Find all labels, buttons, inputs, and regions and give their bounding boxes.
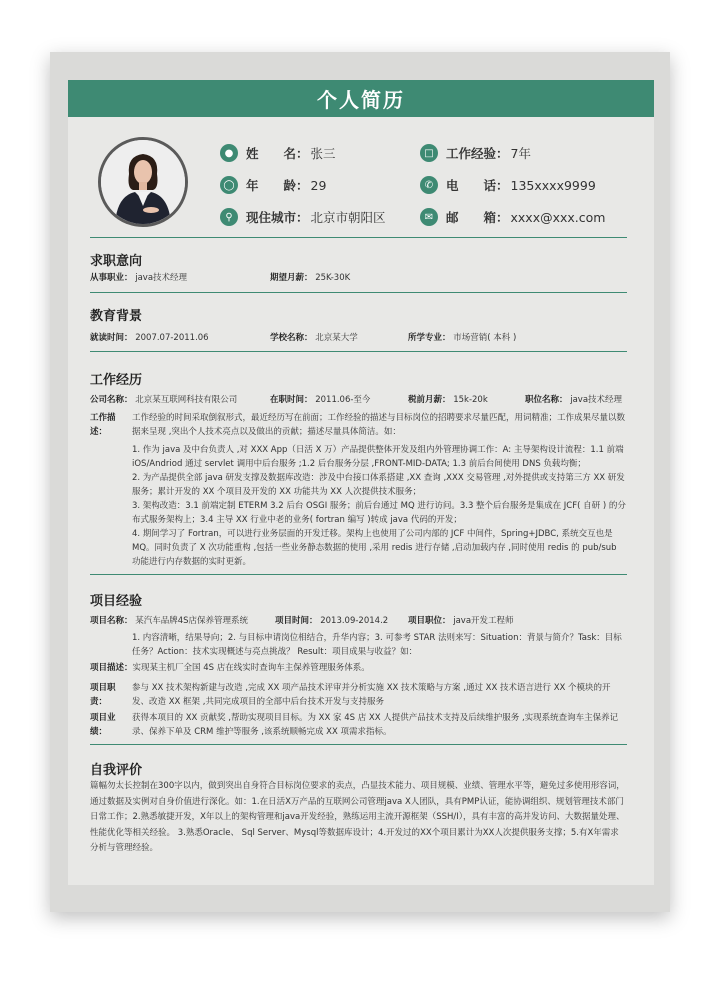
city-label: 现住城市： [246,210,309,225]
work-company-label: 公司名称： [90,395,133,405]
edu-school [270,331,358,343]
work-company [90,393,237,405]
section-title-self: 自我评价 [90,763,143,778]
work-salary-label: 税前月薪： [408,395,451,405]
location-icon: ⚲ [220,208,238,226]
work-desc-intro: 工作经验的时间采取倒叙形式，最近经历写在前面；工作经验的描述与目标岗位的招聘要求尽量匹配，用词精准；工作成果尽量以数据来呈现 ,突出个人技术亮点以及做出的贡献；描述尽量具体简洁。如： [132,413,626,437]
project-desc-label: 项目描述： [90,663,133,673]
divider [90,744,627,745]
age-value: 29 [310,177,327,193]
project-result: 获得本项目的 XX 贡献奖 ,帮助实现项目目标。为 XX 家 4S 店 XX 人提供产品技术支持及后续维护服务 ,实现系统查询车主保养记录、保养下单及 CRM 维护等服务 ,该系统顺畅完成 XX 项需求指标。 [132,713,619,737]
city-value: 北京市朝阳区 [310,210,386,225]
email-value: xxxx@xxx.com [510,209,606,225]
age-icon: ◯ [220,176,238,194]
intent-position [90,271,187,283]
edu-school-label: 学校名称： [270,333,313,343]
edu-school-value: 北京某大学 [315,333,358,343]
project-name [90,614,248,626]
info-name [220,144,336,162]
section-title-intent: 求职意向 [90,254,143,269]
work-salary [408,393,488,405]
section-title-project: 项目经验 [90,594,143,609]
phone-icon: ✆ [420,176,438,194]
intent-position-label: 从事职业： [90,273,133,283]
project-intro: 1. 内容清晰，结果导向；2. 与目标申请岗位相结合，升华内容；3. 可参考 STAR 法则来写：Situation：背景与简介？Task：目标任务？Action：技术实现概述与亮点挑战？ Result：项目成果与收益？如： [132,633,622,657]
work-company-value: 北京某互联网科技有限公司 [135,395,238,405]
phone-label: 电 话： [446,178,509,193]
person-photo-icon [101,140,185,224]
edu-time-label: 就读时间： [90,333,133,343]
project-desc [90,661,626,675]
project-role-value: java开发工程师 [453,616,514,626]
project-time-label: 项目时间： [275,616,318,626]
age-label: 年 龄： [246,178,309,193]
project-name-value: 某汽车品牌4S店保养管理系统 [135,616,249,626]
work-period-value: 2011.06-至今 [315,395,371,405]
work-desc-label-text: 工作描述： [90,413,116,437]
info-experience [420,144,531,162]
email-label: 邮 箱： [446,210,509,225]
resume-paper [68,80,654,885]
self-eval-text: 篇幅勿太长控制在300字以内，做到突出自身符合目标岗位要求的卖点，凸显技术能力、项目规模、业绩、管理水平等，避免过多使用形容词，通过数据及实例对自身价值进行深化。如：1.在日活X万产品的互联网公司管理java X人团队，具有PMP认证，能协调组织、规划管理技术部门日常工作；2.熟悉敏捷开发，X年以上的架构管理和java开发经验，熟练运用主流开源框架（SSH/I），具有丰富的高并发访问、大数据量处理、性能优化等相关经验。 3.熟悉Oracle、 Sql Server、Mysql等数据库设计；4.开发过的XX个项目累计为XX人次提供服务支撑；5.有X年需求分析与管理经验。 [90,781,625,853]
info-city [220,208,386,226]
resume-title: 个人简历 [68,80,654,117]
work-salary-value: 15k-20k [453,395,488,405]
divider [90,351,627,352]
project-result-label-text: 项目业绩： [90,713,116,737]
section-title-education: 教育背景 [90,309,143,324]
project-duty-label-text: 项目职责： [90,683,116,707]
divider [90,237,627,238]
work-item: 4. 期间学习了 Fortran，可以进行业务层面的开发迁移。架构上也使用了公司内部的 JCF 中间件，Spring+JDBC, 系统交互也是 MQ。同时负责了 X 次功能重构 ,包括一些业务静态数据的使用 ,采用 redis 进行存储 ,启动加载内存 ,同时使用 redis 的 pub/sub 功能进行内存数据的实时更新。 [132,529,617,567]
name-label: 姓 名： [246,146,309,161]
project-role-label: 项目职位： [408,616,451,626]
avatar [98,137,188,227]
phone-value: 135xxxx9999 [510,177,596,193]
edu-time-value: 2007.07-2011.06 [135,333,209,343]
project-role [408,614,514,626]
divider [90,574,627,575]
work-role [525,393,622,405]
project-result-label [90,711,130,739]
section-title-work: 工作经历 [90,373,143,388]
project-time-value: 2013.09-2014.2 [320,616,389,626]
exp-value: 7年 [510,146,531,161]
work-desc-label [90,411,130,439]
edu-major [408,331,516,343]
work-period-label: 在职时间： [270,395,313,405]
project-duty-label [90,681,130,709]
intent-salary [270,271,350,283]
mail-icon: ✉ [420,208,438,226]
work-period [270,393,370,405]
user-icon: ● [220,144,238,162]
calendar-icon: □ [420,144,438,162]
edu-time [90,331,209,343]
info-age [220,176,326,194]
project-desc-value: 实现某主机厂全国 4S 店在线实时查询车主保养管理服务体系。 [132,663,370,673]
work-item: 2. 为产品提供全部 java 研发支撑及数据库改造：涉及中台接口体系搭建 ,XX 查询 ,XXX 交易管理 ,对外提供或支持第三方 XX 研发服务；累计开发的 XX 个项目及开发的 XX 功能共为 XX 人次提供技术服务； [132,473,625,497]
project-duty: 参与 XX 技术架构新建与改造 ,完成 XX 项产品技术评审并分析实施 XX 技术策略与方案 ,通过 XX 技术语言进行 XX 个模块的开发、改造 XX 框架 ,共同完成项目的全部中后台技术开发与支持服务 [132,683,611,707]
project-time [275,614,388,626]
work-role-label: 职位名称： [525,395,568,405]
intent-salary-value: 25K-30K [315,273,351,283]
work-item: 1. 作为 java 及中台负责人 ,对 XXX App（日活 X 万）产品提供整体开发及组内外管理协调工作：A: 主导架构设计流程：1.1 前端 iOS/Andriod 通过 servlet 调用中后台服务 ;1.2 后台服务分层 ,FRONT-MID-DATA; 1.3 前后台间使用 DNS 负载均衡； [132,445,624,469]
divider [90,292,627,293]
work-role-value: java技术经理 [570,395,623,405]
name-value: 张三 [310,146,336,161]
info-phone [420,176,596,194]
edu-major-label: 所学专业： [408,333,451,343]
work-item: 3. 架构改造：3.1 前端定制 ETERM 3.2 后台 OSGI 服务；前后台通过 MQ 进行访问。3.3 整个后台服务是集成在 JCF( 自研 ) 的分布式服务架构上；3.4 主导 XX 行业中老的业务( fortran 编写 )转成 java 代码的开发； [132,501,626,525]
edu-major-value: 市场营销( 本科 ) [453,333,517,343]
info-email [420,208,605,226]
exp-label: 工作经验： [446,146,509,161]
intent-salary-label: 期望月薪： [270,273,313,283]
project-name-label: 项目名称： [90,616,133,626]
intent-position-value: java技术经理 [135,273,188,283]
